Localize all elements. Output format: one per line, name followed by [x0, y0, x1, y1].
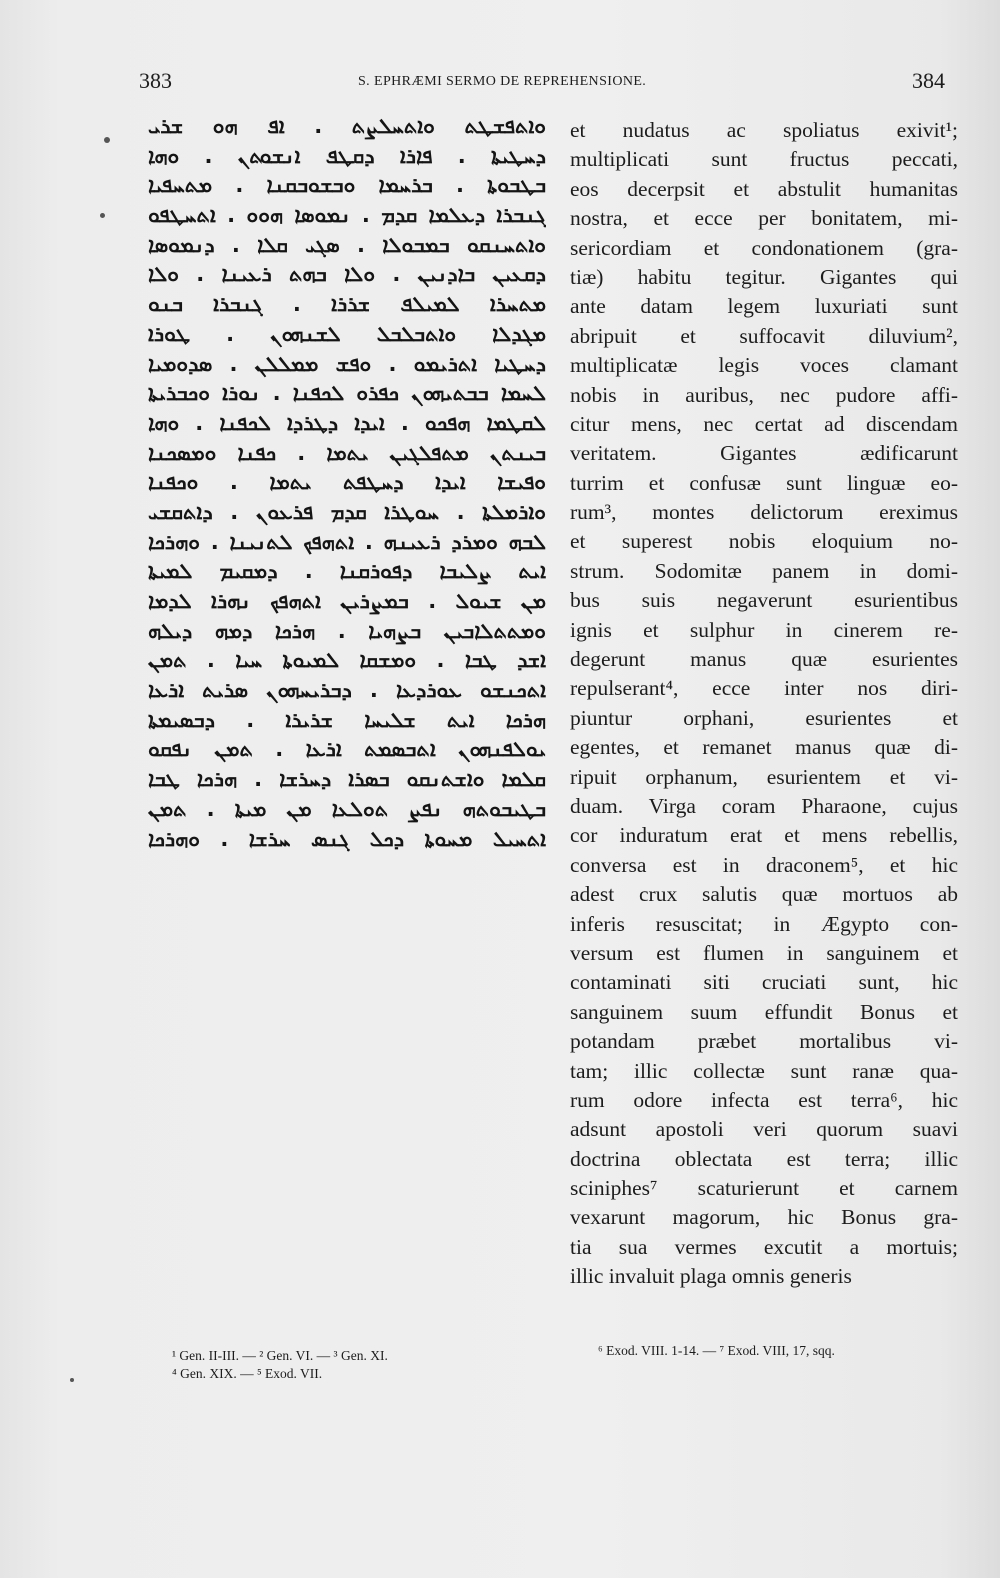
latin-line: potandam præbet mortalibus vi- — [570, 1029, 958, 1054]
latin-line: repulserant⁴, ecce inter nos diri- — [570, 676, 958, 701]
syriac-line: ܡܬܚܪܐ ܠܡܝܠܦ ܫܪܪܐ . ܓܢܒܪܐ ܒܢܘ — [148, 292, 546, 317]
syriac-line: ܠܚܡܐ ܒܒܬܝܗܘܢ ܟܦܪܘ ܠܟܦܢܐ . ܢܘܪܐ ܘܟܒܪܝܬܐ — [148, 381, 546, 406]
syriac-line — [148, 1240, 546, 1270]
latin-line: et superest nobis eloquium no- — [570, 529, 958, 554]
latin-line: tam; illic collectæ sunt ranæ qua- — [570, 1058, 958, 1083]
latin-line: contaminati siti cruciati sunt, hic — [570, 970, 958, 995]
ink-speck — [70, 1378, 74, 1382]
latin-line: degerunt manus quæ esurientes — [570, 647, 958, 672]
syriac-line — [148, 1003, 546, 1033]
syriac-line: ܒܛܒܘܬܐ . ܒܪܚܡܐ ܘܒܫܘܒܩܢܐ . ܡܬܚܦܝܐ — [148, 173, 546, 198]
latin-line: doctrina oblectata est terra; illic — [570, 1146, 958, 1171]
latin-line: strum. Sodomitæ panem in domi- — [570, 558, 958, 583]
latin-line: eos decerpsit et abstulit humanitas — [570, 176, 958, 201]
latin-line: piuntur orphani, esurientes et — [570, 705, 958, 730]
syriac-line — [148, 1092, 546, 1122]
ink-speck — [104, 137, 110, 143]
latin-line: abripuit et suffocavit diluvium², — [570, 323, 958, 348]
syriac-line: ܝܘܠܦܢܗܘܢ ܐܬܒܣܡܬ ܐܪܥܐ . ܬܡܢ ܢܦܩܘ — [148, 737, 546, 762]
latin-line: vexarunt magorum, hic Bonus gra- — [570, 1205, 958, 1230]
latin-line: cor induratum erat et mens rebellis, — [570, 823, 958, 848]
latin-line: inferis resuscitat; in Ægypto con- — [570, 911, 958, 936]
latin-line: sanguinem suum effundit Bonus et — [570, 999, 958, 1024]
latin-line: turrim et confusæ sunt linguæ eo- — [570, 470, 958, 495]
syriac-line: ܘܐܪܡܠܬܐ . ܚܘܛܪܐ ܩܕܡ ܦܪܥܘܢ . ܕܐܬܩܫܝ — [148, 499, 546, 524]
page-number-right: 384 — [912, 68, 945, 93]
syriac-line: ܘܦܝܫܐ ܐܝܕܐ ܕܚܛܦܬ ܝܬܡܐ . ܘܟܦܢܐ — [148, 470, 546, 495]
syriac-line: ܘܡܬܬܠܐܒܝܢ ܒܨܗܝܐ . ܗܪܟܐ ܕܡܗ ܕܝܠܗ — [148, 618, 546, 643]
latin-line: et nudatus ac spoliatus exivit¹; — [570, 118, 958, 142]
syriac-line: ܓܢܒܪܐ ܕܥܠܡܐ ܩܕܡ . ܢܡܘܣܐ ܗܘܘ . ܐܬܚܛܦܘ — [148, 203, 546, 228]
running-title: S. EPHRÆMI SERMO DE REPREHENSIONE. — [358, 74, 647, 89]
footnotes-left — [172, 1347, 532, 1383]
syriac-line — [148, 1151, 546, 1181]
syriac-line — [148, 1210, 546, 1240]
syriac-line — [148, 1121, 546, 1151]
latin-line: versum est flumen in sanguinem et — [570, 940, 958, 965]
syriac-line: ܐܬܟܢܫܘ ܥܘܪܕܥܐ . ܕܒܪܝܚܗܘܢ ܣܪܝܬ ܐܪܥܐ — [148, 678, 546, 703]
latin-line: rum³, montes delictorum ereximus — [570, 500, 958, 525]
latin-line: ignis et sulphur in cinerem re- — [570, 617, 958, 642]
latin-line: sciniphes⁷ scaturierunt et carnem — [570, 1176, 958, 1201]
syriac-line — [148, 1300, 546, 1330]
latin-text-column — [570, 116, 958, 1292]
syriac-line: ܒܝܢܬܢ ܡܬܦܠܓܝܢ ܝܬܡܐ . ܟܦܢܐ ܘܡܣܟܢܐ — [148, 440, 546, 465]
footnote-line: ¹ Gen. II-III. — ² Gen. VI. — ³ Gen. XI. — [172, 1348, 388, 1363]
syriac-line: ܕܩܥܝܢ ܒܐܕܢܝܢ . ܘܠܐ ܒܗܬ ܪܥܝܢܐ . ܘܠܐ — [148, 262, 546, 287]
syriac-line — [148, 914, 546, 944]
latin-line: nostra, et ecce per bonitatem, mi- — [570, 206, 958, 231]
latin-line: duam. Virga coram Pharaone, cujus — [570, 793, 958, 818]
syriac-line: ܘܐܬܦܫܛܬ ܘܐܬܚܠܨܬ . ܐܦ ܗܘ ܫܪܝ — [148, 114, 546, 138]
syriac-line: ܡܢ ܫܝܘܠ . ܒܡܨܪܝܢ ܐܬܗܦܟ ܢܗܪܐ ܠܕܡܐ — [148, 589, 546, 613]
latin-line: ripuit orphanum, esurientem et vi- — [570, 764, 958, 789]
latin-line: nobis in auribus, nec pudore affi- — [570, 382, 958, 407]
syriac-line: ܡܓܕܠܐ ܘܐܬܒܠܒܠ ܠܫܢܗܘܢ . ܛܘܪܐ — [148, 321, 546, 346]
latin-line: sericordiam et condonationem (gra- — [570, 235, 958, 260]
syriac-line — [148, 943, 546, 973]
syriac-line — [148, 1181, 546, 1211]
syriac-line — [148, 1032, 546, 1062]
syriac-line — [148, 1062, 546, 1092]
latin-line: egentes, et remanet manus quæ di- — [570, 735, 958, 760]
syriac-line: ܠܒܗ ܘܡܪܕ ܪܥܝܢܗ . ܐܬܗܦܟ ܠܬܢܝܢܐ . ܘܗܪܟܐ — [148, 529, 546, 554]
latin-line: veritatem. Gigantes ædificarunt — [570, 441, 958, 466]
syriac-text-column — [148, 112, 546, 1329]
footnote-line: ⁴ Gen. XIX. — ⁵ Exod. VII. — [172, 1366, 323, 1381]
syriac-line — [148, 884, 546, 914]
syriac-line: ܩܠܡܐ ܘܐܫܬܢܩܘ ܒܣܪܐ ܕܚܪܫܐ . ܗܪܟܐ ܛܒܐ — [148, 767, 546, 792]
latin-line: illic invaluit plaga omnis generis — [570, 1264, 852, 1289]
footnotes-right: ⁶ Exod. VIII. 1-14. — ⁷ Exod. VIII, 17, sqq. — [598, 1343, 835, 1358]
latin-line: adest crux salutis quæ mortuos ab — [570, 882, 958, 907]
syriac-line: ܐܬܚܝܠ ܡܚܘܬܐ ܕܟܠ ܓܢܣ ܚܪܫܐ . ܘܗܪܟܐ — [148, 826, 546, 851]
latin-line: ante datam legem luxuriati sunt — [570, 294, 958, 319]
syriac-line: ܒܛܝܒܘܬܗ ܢܦܨ ܬܘܠܥܐ ܡܢ ܡܝܬܐ . ܬܡܢ — [148, 796, 546, 821]
syriac-line: ܐܫܕ ܛܒܐ . ܘܡܫܩܐ ܠܡܝܘܬܐ ܚܝܐ . ܬܡܢ — [148, 648, 546, 673]
syriac-line — [148, 1270, 546, 1300]
latin-line: citur mens, nec certat ad discendam — [570, 411, 958, 436]
page-number-left: 383 — [139, 68, 172, 93]
latin-line: tiæ) habitu tegitur. Gigantes qui — [570, 264, 958, 289]
syriac-line: ܕܚܛܝܐ ܐܬܪܝܡܘ . ܘܦܫ ܡܡܠܠܢ . ܣܕܘܡܝܐ — [148, 351, 546, 376]
latin-line: rum odore infecta est terra⁶, hic — [570, 1087, 958, 1112]
ink-speck — [100, 213, 105, 218]
syriac-line — [148, 973, 546, 1003]
latin-line: tia sua vermes excutit a mortuis; — [570, 1234, 958, 1259]
syriac-line: ܕܚܛܝܬܐ . ܦܐܪܐ ܕܩܛܦ ܐܢܫܘܬܢ . ܘܗܐ — [148, 143, 546, 168]
syriac-line: ܗܪܟܐ ܐܝܬ ܫܠܝܚܐ ܫܪܝܪܐ . ܕܒܣܝܡܬܐ — [148, 707, 546, 732]
latin-line: multiplicati sunt fructus peccati, — [570, 147, 958, 172]
latin-line: multiplicatæ legis voces clamant — [570, 353, 958, 378]
syriac-line: ܠܩܛܡܐ ܗܦܟܘ . ܐܝܕܐ ܕܛܪܕܐ ܠܟܦܢܐ . ܘܗܐ — [148, 410, 546, 435]
running-header — [0, 62, 1000, 102]
latin-line: conversa est in draconem⁵, et hic — [570, 852, 958, 877]
syriac-line — [148, 854, 546, 884]
syriac-line: ܐܝܬ ܨܠܝܒܐ ܕܦܘܪܩܢܐ . ܕܡܩܝܡ ܠܡܝܬܐ — [148, 559, 546, 584]
syriac-line: ܘܐܬܚܢܩܘ ܒܡܒܘܠܐ . ܣܓܝ ܩܠܐ . ܕܢܡܘܣܐ — [148, 232, 546, 257]
latin-line: adsunt apostoli veri quorum suavi — [570, 1117, 958, 1142]
latin-line: bus suis negaverunt esurientibus — [570, 588, 958, 613]
